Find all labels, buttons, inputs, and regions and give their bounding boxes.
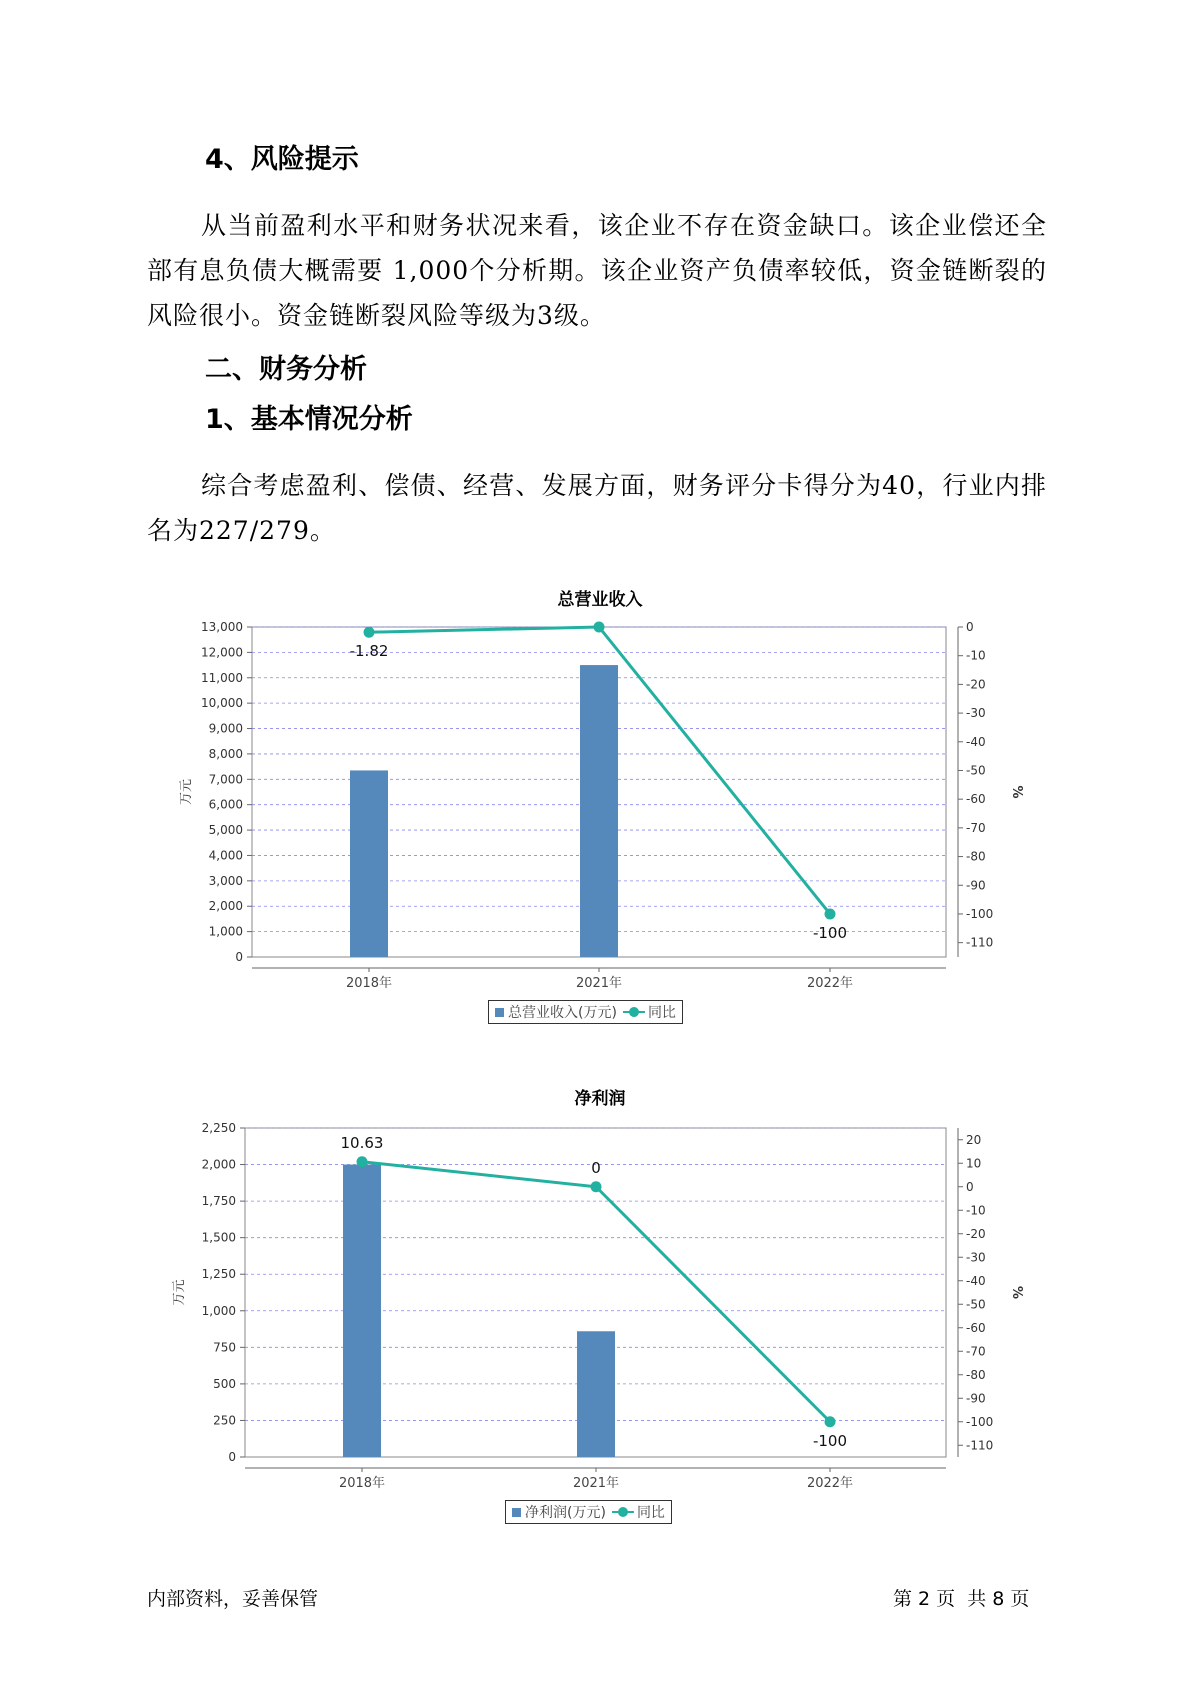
basic-paragraph: 综合考虑盈利、偿债、经营、发展方面，财务评分卡得分为40，行业内排名为227/279。 [147, 471, 1047, 545]
y2-tick-label: -90 [966, 1391, 986, 1406]
footer-page-number: 第 2 页 共 8 页 [893, 1588, 1030, 1610]
y2-tick-label: -30 [966, 1250, 986, 1265]
y2-tick-label: 10 [966, 1156, 982, 1171]
legend-bar-label: 总营业收入(万元) [508, 1005, 617, 1021]
legend-bar-label: 净利润(万元) [525, 1505, 606, 1521]
y2-tick-label: -50 [966, 763, 986, 778]
y2-tick-label: 20 [966, 1132, 982, 1147]
y-tick-label: 12,000 [201, 645, 243, 660]
y-tick-label: 250 [213, 1413, 236, 1428]
y2-tick-label: -40 [966, 734, 986, 749]
y2-tick-label: -70 [966, 1344, 986, 1359]
y2-tick-label: -50 [966, 1297, 986, 1312]
y-tick-label: 1,000 [201, 1303, 236, 1318]
y2-axis-title: % [1009, 785, 1024, 799]
y2-tick-label: -110 [966, 935, 994, 950]
y-tick-label: 3,000 [208, 873, 243, 888]
y-tick-label: 500 [213, 1376, 236, 1391]
y2-tick-label: -60 [966, 792, 986, 807]
y2-tick-label: 0 [966, 1179, 974, 1194]
y-tick-label: 10,000 [201, 696, 243, 711]
y-tick-label: 2,250 [201, 1121, 236, 1135]
y2-tick-label: 0 [966, 620, 974, 634]
y-axis-title: 万元 [179, 778, 194, 806]
y2-tick-label: -100 [966, 906, 994, 921]
y-tick-label: 4,000 [208, 848, 243, 863]
y-tick-label: 2,000 [208, 899, 243, 914]
legend-line-label: 同比 [647, 1005, 676, 1021]
y-tick-label: 13,000 [201, 620, 243, 634]
y-tick-label: 7,000 [208, 772, 243, 787]
x-tick-label: 2018年 [338, 1476, 386, 1491]
yoy-data-label: -1.82 [349, 642, 389, 661]
bar [577, 1331, 615, 1457]
y2-tick-label: -30 [966, 706, 986, 721]
y-axis-title: 万元 [172, 1279, 187, 1306]
y-tick-label: 2,000 [201, 1157, 236, 1172]
y-tick-label: 750 [213, 1340, 236, 1355]
y-tick-label: 0 [228, 1450, 236, 1464]
y-tick-label: 0 [235, 950, 243, 964]
x-tick-label: 2022年 [806, 1476, 854, 1491]
y2-tick-label: -70 [966, 820, 986, 835]
legend-bar-swatch [512, 1508, 521, 1517]
legend-line-label: 同比 [636, 1505, 665, 1521]
y-tick-label: 9,000 [208, 721, 243, 736]
yoy-point [591, 1181, 602, 1192]
y-tick-label: 8,000 [208, 746, 243, 761]
risk-paragraph: 从当前盈利水平和财务状况来看，该企业不存在资金缺口。该企业偿还全部有息负债大概需要 1,000个分析期。该企业资产负债率较低，资金链断裂的风险很小。资金链断裂风险等级为3级。 [147, 211, 1047, 330]
y-tick-label: 5,000 [208, 823, 243, 838]
section-heading-risk: 4、风险提示 [205, 144, 359, 175]
y2-tick-label: -10 [966, 648, 986, 663]
yoy-data-label: 10.63 [340, 1133, 384, 1152]
bar [343, 1165, 381, 1457]
y-tick-label: 6,000 [208, 797, 243, 812]
y2-tick-label: -20 [966, 1226, 986, 1241]
y2-tick-label: -80 [966, 849, 986, 864]
net-profit-legend [505, 1500, 672, 1524]
y-tick-label: 1,500 [201, 1230, 236, 1245]
y2-tick-label: -110 [966, 1438, 994, 1453]
x-tick-label: 2018年 [345, 976, 393, 991]
y-tick-label: 1,000 [208, 924, 243, 939]
y-tick-label: 1,250 [201, 1267, 236, 1282]
x-tick-label: 2021年 [575, 976, 623, 991]
section-heading-finance: 二、财务分析 [205, 354, 367, 385]
yoy-data-label: -100 [812, 1431, 848, 1450]
y2-tick-label: -80 [966, 1367, 986, 1382]
x-tick-label: 2021年 [572, 1476, 620, 1491]
chart-title-revenue: 总营业收入 [557, 590, 643, 610]
y2-tick-label: -10 [966, 1203, 986, 1218]
y-tick-label: 11,000 [201, 670, 243, 685]
yoy-data-label: 0 [591, 1158, 601, 1177]
chart-title-net-profit: 净利润 [574, 1089, 626, 1109]
section-heading-basic: 1、基本情况分析 [205, 404, 413, 435]
legend-line-swatch [612, 1507, 634, 1517]
yoy-data-label: -100 [812, 923, 848, 942]
y2-tick-label: -100 [966, 1414, 994, 1429]
x-tick-label: 2022年 [806, 976, 854, 991]
yoy-point [357, 1156, 368, 1167]
y2-tick-label: -40 [966, 1273, 986, 1288]
footer-confidential: 内部资料，妥善保管 [147, 1588, 319, 1610]
y2-tick-label: -90 [966, 878, 986, 893]
y2-axis-title: % [1009, 1285, 1024, 1300]
y2-tick-label: -20 [966, 677, 986, 692]
y-tick-label: 1,750 [201, 1194, 236, 1209]
y2-tick-label: -60 [966, 1320, 986, 1335]
yoy-point [825, 1416, 836, 1427]
